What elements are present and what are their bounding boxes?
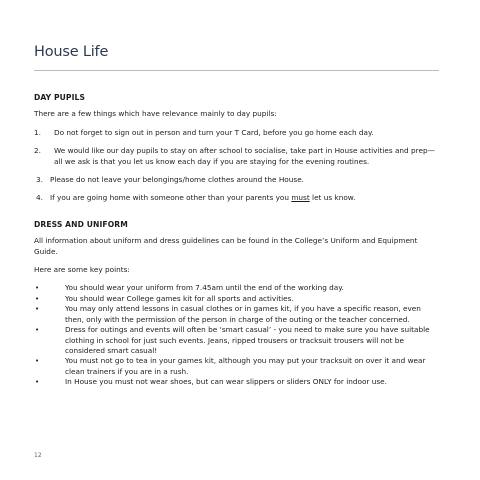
key-points-label: Here are some key points: xyxy=(34,265,130,275)
item-text: We would like our day pupils to stay on after school to socialise, take part in House activities and prep—all we ask is that you let us know each day if you are staying for the evening routines. xyxy=(54,146,435,166)
bullet-text: You should wear your uniform from 7.45am until the end of the working day. xyxy=(65,283,344,293)
title-divider xyxy=(34,70,439,71)
dress-uniform-heading: DRESS AND UNIFORM xyxy=(34,219,128,229)
document-body xyxy=(34,93,442,388)
page-title: House Life xyxy=(34,44,109,60)
bullet-text: You must not go to tea in your games kit, although you may put your tracksuit on over it and wear clean trainers if you are in a rush. xyxy=(65,356,426,376)
bullet-marker: • xyxy=(35,294,40,303)
bullet-marker: • xyxy=(35,305,40,314)
bullet-text: You may only attend lessons in casual clothes or in games kit, if you have a specific reason, even then, only with the permission of the person in charge of the outing or the teacher concerned. xyxy=(65,304,421,324)
day-pupils-item-3 xyxy=(34,175,442,185)
day-pupils-item-1 xyxy=(34,128,442,138)
bullet-text: You should wear College games kit for all sports and activities. xyxy=(65,293,294,303)
bullet-text: Dress for outings and events will often be ‘smart casual’ - you need to make sure you have suitable clothing in school for just such events. Jeans, ripped trousers or tracksuit trousers will not be considered smart casual! xyxy=(65,325,430,355)
day-pupils-heading: DAY PUPILS xyxy=(34,93,86,102)
bullet-marker: • xyxy=(35,378,40,387)
bullet-item xyxy=(34,304,442,325)
item-text-start: If you are going home with someone other than your parents you xyxy=(50,193,292,203)
dress-uniform-intro: All information about uniform and dress guidelines can be found in the College’s Uniform and Equipment Guide. xyxy=(34,236,418,256)
bullet-text: In House you must not wear shoes, but can wear slippers or sliders ONLY for indoor use. xyxy=(65,377,387,387)
emphasis-must: must xyxy=(291,193,310,203)
key-points-list xyxy=(34,283,442,387)
item-text: Do not forget to sign out in person and turn your T Card, before you go home each day. xyxy=(54,127,374,137)
bullet-marker: • xyxy=(35,284,40,293)
bullet-item xyxy=(34,377,442,387)
day-pupils-item-2 xyxy=(34,146,442,167)
item-number: 1. xyxy=(34,127,41,137)
item-text: Please do not leave your belongings/home clothes around the House. xyxy=(50,175,305,185)
day-pupils-item-4 xyxy=(34,193,442,203)
bullet-marker: • xyxy=(35,357,40,366)
bullet-item xyxy=(34,325,442,356)
item-number: 3. xyxy=(36,175,43,185)
bullet-item xyxy=(34,356,442,377)
day-pupils-intro: There are a few things which have relevance mainly to day pupils: xyxy=(34,109,277,119)
item-text xyxy=(50,193,442,203)
bullet-item xyxy=(34,294,442,304)
item-number: 4. xyxy=(36,193,43,203)
bullet-item xyxy=(34,283,442,293)
page-number: 12 xyxy=(34,452,42,459)
item-text-end: let us know. xyxy=(309,193,356,203)
bullet-marker: • xyxy=(35,326,40,335)
item-number: 2. xyxy=(34,146,41,156)
